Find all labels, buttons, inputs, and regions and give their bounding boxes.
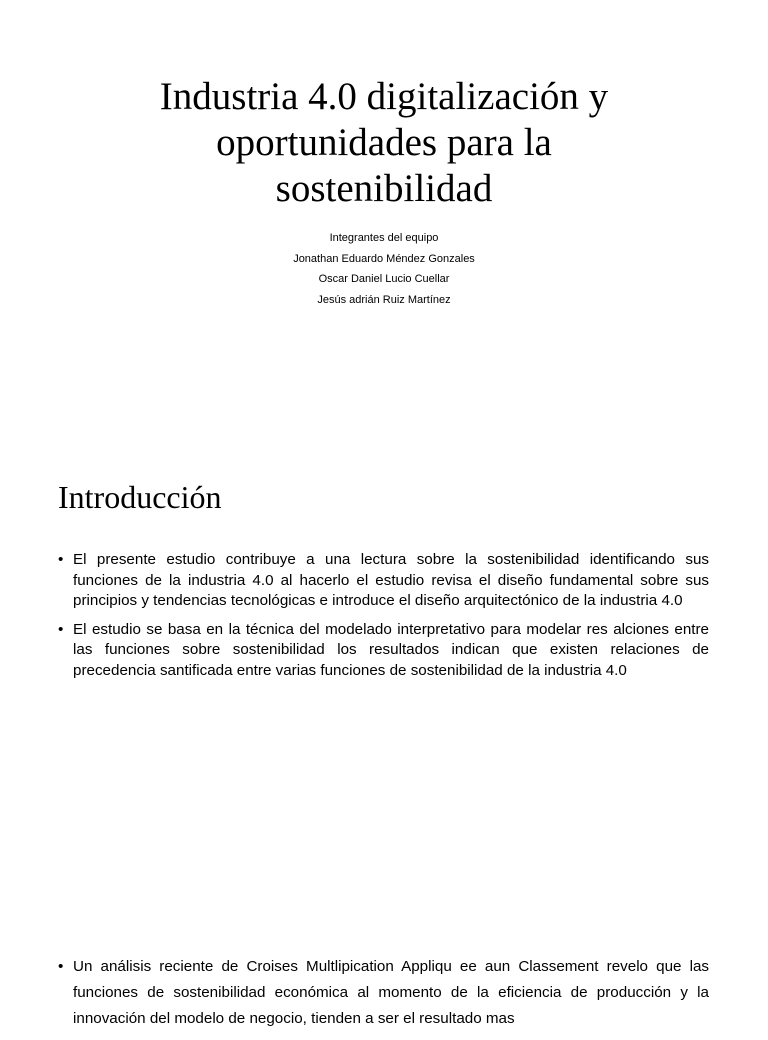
title-line: Industria 4.0 digitalización y (159, 75, 609, 118)
introduction-slide (0, 432, 768, 864)
bullet-icon: • (58, 551, 64, 568)
bullet-icon: • (58, 620, 64, 638)
bullet-icon: • (58, 958, 64, 975)
section-heading: Introducción (58, 479, 222, 515)
bullet-text: El presente estudio contribuye a una lectura sobre la sostenibilidad identificando sus funciones de la industria 4.0 al hacerlo el estudio revisa el diseño fundamental sobre sus principios y tendencias tecnológicas e introduce el diseño arquitectónico de la industria 4.0 (73, 551, 709, 610)
team-member: Oscar Daniel Lucio Cuellar (318, 273, 450, 285)
team-member: Jesús adrián Ruiz Martínez (317, 293, 451, 306)
bullet-item (56, 620, 709, 682)
bullet-text: El estudio se basa en la técnica del modelado interpretativo para modelar res alciones entre las funciones sobre sostenibilidad los resultados indican que existen relaciones de precedencia santificada entre varias funciones de sostenibilidad de la industria 4.0 (73, 620, 709, 679)
team-heading: Integrantes del equipo (329, 232, 439, 244)
title-line: oportunidades para la (216, 121, 552, 164)
title-slide (0, 0, 768, 432)
bullet-text: Un análisis reciente de Croises Multlipication Appliqu ee aun Classement revelo que las funciones de sostenibilidad económica al momento de la eficiencia de producción y la innovación del modelo de negocio, tienden a ser el resultado mas (73, 958, 709, 1027)
bullet-item (56, 954, 709, 1032)
team-member: Jonathan Eduardo Méndez Gonzales (293, 252, 475, 265)
analysis-slide (0, 864, 768, 1027)
presentation-title (60, 74, 708, 212)
bullet-list (56, 550, 709, 690)
bullet-list (56, 954, 709, 1040)
team-members-block (160, 228, 608, 310)
bullet-item (56, 550, 709, 612)
title-line: sostenibilidad (275, 167, 493, 210)
